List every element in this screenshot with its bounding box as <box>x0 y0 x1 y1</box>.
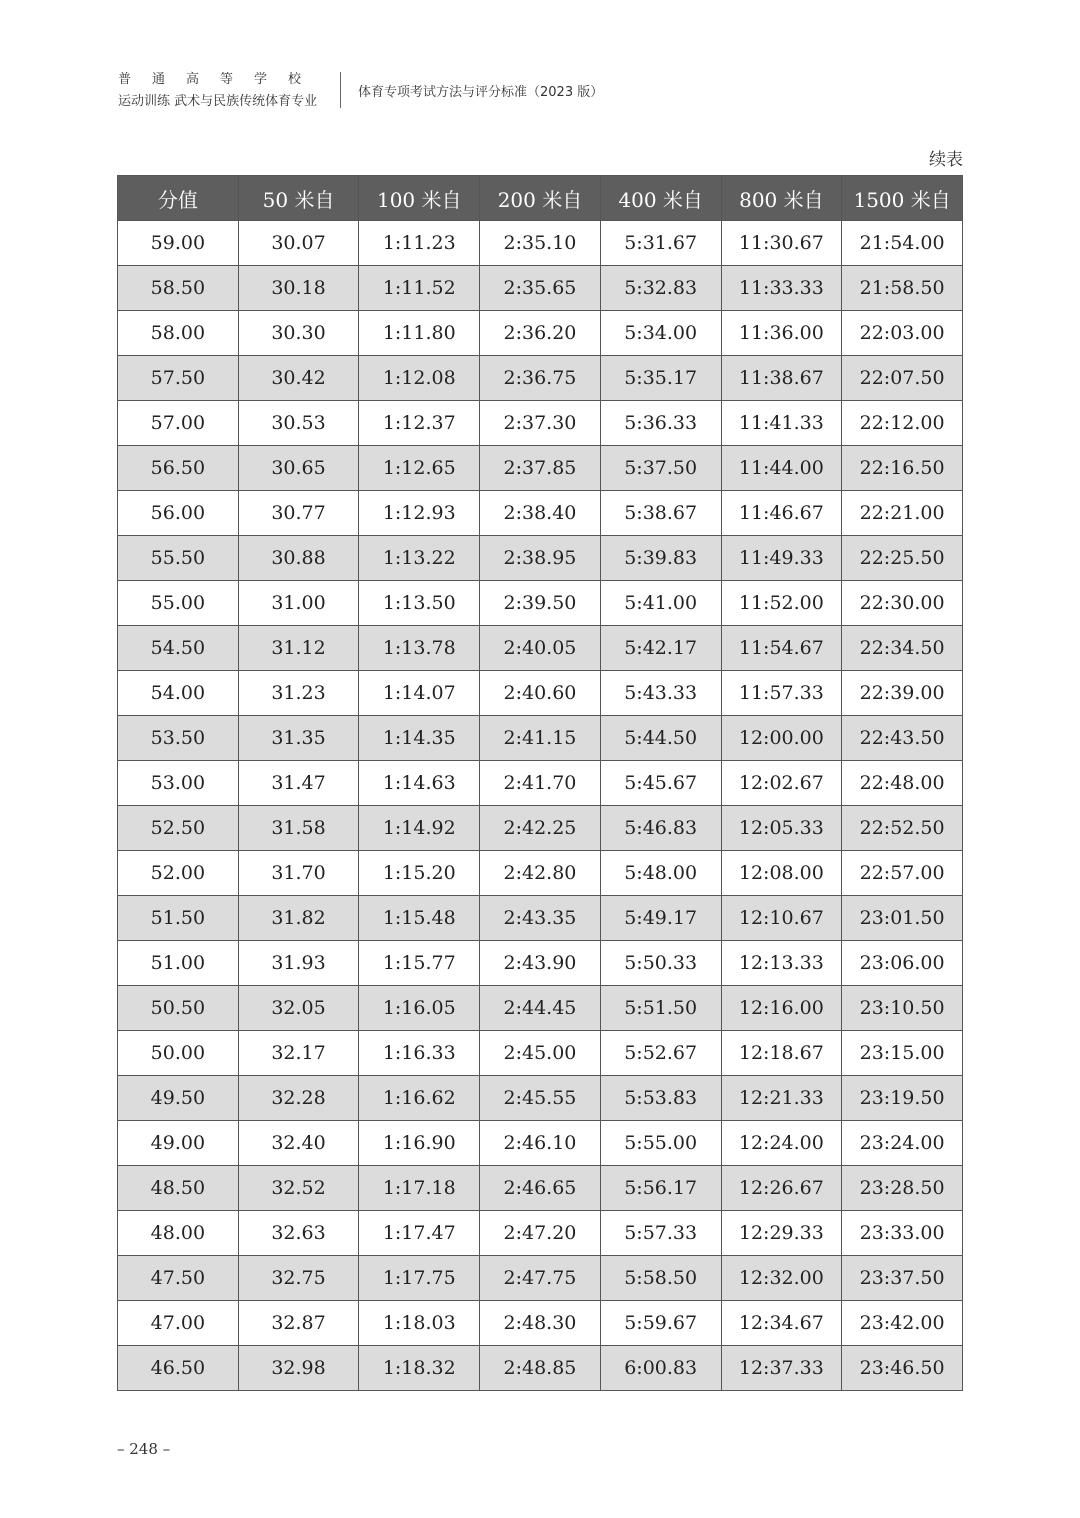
time-cell: 1:12.93 <box>359 491 480 536</box>
time-cell: 11:41.33 <box>721 401 842 446</box>
score-cell: 50.50 <box>118 986 239 1031</box>
time-cell: 22:07.50 <box>842 356 963 401</box>
time-cell: 5:52.67 <box>600 1031 721 1076</box>
time-cell: 2:38.40 <box>480 491 601 536</box>
time-cell: 11:49.33 <box>721 536 842 581</box>
time-cell: 1:18.32 <box>359 1346 480 1391</box>
time-cell: 5:53.83 <box>600 1076 721 1121</box>
score-cell: 51.00 <box>118 941 239 986</box>
time-cell: 2:45.00 <box>480 1031 601 1076</box>
table-row <box>118 1076 963 1121</box>
time-cell: 32.75 <box>238 1256 359 1301</box>
time-cell: 22:12.00 <box>842 401 963 446</box>
time-cell: 2:43.90 <box>480 941 601 986</box>
time-cell: 5:37.50 <box>600 446 721 491</box>
time-cell: 32.87 <box>238 1301 359 1346</box>
time-cell: 5:51.50 <box>600 986 721 1031</box>
score-cell: 58.00 <box>118 311 239 356</box>
time-cell: 32.40 <box>238 1121 359 1166</box>
table-header-row <box>118 176 963 221</box>
time-cell: 32.28 <box>238 1076 359 1121</box>
score-cell: 46.50 <box>118 1346 239 1391</box>
score-cell: 47.50 <box>118 1256 239 1301</box>
table-row <box>118 401 963 446</box>
time-cell: 2:45.55 <box>480 1076 601 1121</box>
time-cell: 22:52.50 <box>842 806 963 851</box>
time-cell: 2:35.10 <box>480 221 601 266</box>
table-row <box>118 626 963 671</box>
time-cell: 32.17 <box>238 1031 359 1076</box>
score-cell: 56.00 <box>118 491 239 536</box>
time-cell: 5:44.50 <box>600 716 721 761</box>
time-cell: 5:31.67 <box>600 221 721 266</box>
table-row <box>118 716 963 761</box>
score-cell: 54.50 <box>118 626 239 671</box>
table-row <box>118 581 963 626</box>
time-cell: 5:39.83 <box>600 536 721 581</box>
time-cell: 30.18 <box>238 266 359 311</box>
table-row <box>118 851 963 896</box>
time-cell: 32.52 <box>238 1166 359 1211</box>
continued-label: 续表 <box>929 150 963 170</box>
time-cell: 12:00.00 <box>721 716 842 761</box>
time-cell: 2:37.85 <box>480 446 601 491</box>
time-cell: 23:33.00 <box>842 1211 963 1256</box>
time-cell: 12:24.00 <box>721 1121 842 1166</box>
time-cell: 2:47.75 <box>480 1256 601 1301</box>
time-cell: 31.12 <box>238 626 359 671</box>
time-cell: 5:50.33 <box>600 941 721 986</box>
time-cell: 1:18.03 <box>359 1301 480 1346</box>
time-cell: 1:17.47 <box>359 1211 480 1256</box>
time-cell: 31.47 <box>238 761 359 806</box>
time-cell: 2:35.65 <box>480 266 601 311</box>
time-cell: 32.05 <box>238 986 359 1031</box>
table-row <box>118 986 963 1031</box>
time-cell: 5:49.17 <box>600 896 721 941</box>
score-cell: 56.50 <box>118 446 239 491</box>
table-row <box>118 1031 963 1076</box>
time-cell: 1:16.62 <box>359 1076 480 1121</box>
table-body <box>118 221 963 1391</box>
column-header: 200 米自 <box>480 176 601 221</box>
score-cell: 55.50 <box>118 536 239 581</box>
time-cell: 1:14.07 <box>359 671 480 716</box>
header-book-title <box>118 70 328 112</box>
time-cell: 23:06.00 <box>842 941 963 986</box>
score-cell: 57.50 <box>118 356 239 401</box>
score-cell: 58.50 <box>118 266 239 311</box>
time-cell: 2:44.45 <box>480 986 601 1031</box>
column-header: 1500 米自 <box>842 176 963 221</box>
time-cell: 31.70 <box>238 851 359 896</box>
table-row <box>118 446 963 491</box>
time-cell: 1:14.35 <box>359 716 480 761</box>
score-cell: 49.00 <box>118 1121 239 1166</box>
time-cell: 30.07 <box>238 221 359 266</box>
time-cell: 30.77 <box>238 491 359 536</box>
time-cell: 12:18.67 <box>721 1031 842 1076</box>
time-cell: 12:34.67 <box>721 1301 842 1346</box>
time-cell: 2:40.60 <box>480 671 601 716</box>
time-cell: 5:48.00 <box>600 851 721 896</box>
time-cell: 12:13.33 <box>721 941 842 986</box>
score-cell: 54.00 <box>118 671 239 716</box>
time-cell: 1:15.48 <box>359 896 480 941</box>
time-cell: 22:21.00 <box>842 491 963 536</box>
time-cell: 1:12.65 <box>359 446 480 491</box>
table-row <box>118 671 963 716</box>
time-cell: 5:45.67 <box>600 761 721 806</box>
time-cell: 1:13.50 <box>359 581 480 626</box>
header-divider <box>340 72 341 108</box>
time-cell: 1:13.22 <box>359 536 480 581</box>
table-row <box>118 1256 963 1301</box>
time-cell: 11:52.00 <box>721 581 842 626</box>
time-cell: 12:29.33 <box>721 1211 842 1256</box>
score-cell: 57.00 <box>118 401 239 446</box>
time-cell: 5:42.17 <box>600 626 721 671</box>
time-cell: 12:10.67 <box>721 896 842 941</box>
time-cell: 2:39.50 <box>480 581 601 626</box>
time-cell: 1:17.75 <box>359 1256 480 1301</box>
time-cell: 22:25.50 <box>842 536 963 581</box>
time-cell: 11:33.33 <box>721 266 842 311</box>
time-cell: 1:17.18 <box>359 1166 480 1211</box>
header-section-title: 体育专项考试方法与评分标准（2023 版） <box>358 85 604 100</box>
score-cell: 49.50 <box>118 1076 239 1121</box>
time-cell: 2:48.30 <box>480 1301 601 1346</box>
time-cell: 22:16.50 <box>842 446 963 491</box>
time-cell: 2:46.10 <box>480 1121 601 1166</box>
time-cell: 12:26.67 <box>721 1166 842 1211</box>
time-cell: 11:57.33 <box>721 671 842 716</box>
time-cell: 22:43.50 <box>842 716 963 761</box>
time-cell: 11:46.67 <box>721 491 842 536</box>
time-cell: 23:37.50 <box>842 1256 963 1301</box>
header-title-line2: 运动训练 武术与民族传统体育专业 <box>118 94 318 109</box>
time-cell: 11:44.00 <box>721 446 842 491</box>
column-header: 分值 <box>118 176 239 221</box>
time-cell: 2:37.30 <box>480 401 601 446</box>
time-cell: 31.35 <box>238 716 359 761</box>
column-header: 800 米自 <box>721 176 842 221</box>
time-cell: 5:35.17 <box>600 356 721 401</box>
time-cell: 2:48.85 <box>480 1346 601 1391</box>
time-cell: 1:12.37 <box>359 401 480 446</box>
time-cell: 2:36.20 <box>480 311 601 356</box>
time-cell: 2:42.25 <box>480 806 601 851</box>
time-cell: 1:16.33 <box>359 1031 480 1076</box>
time-cell: 2:38.95 <box>480 536 601 581</box>
table-row <box>118 221 963 266</box>
time-cell: 31.23 <box>238 671 359 716</box>
time-cell: 2:42.80 <box>480 851 601 896</box>
time-cell: 30.65 <box>238 446 359 491</box>
time-cell: 22:39.00 <box>842 671 963 716</box>
table-row <box>118 491 963 536</box>
table-row <box>118 266 963 311</box>
time-cell: 22:30.00 <box>842 581 963 626</box>
time-cell: 12:32.00 <box>721 1256 842 1301</box>
time-cell: 30.88 <box>238 536 359 581</box>
table-row <box>118 1301 963 1346</box>
time-cell: 12:21.33 <box>721 1076 842 1121</box>
time-cell: 5:38.67 <box>600 491 721 536</box>
table-row <box>118 896 963 941</box>
table-row <box>118 1346 963 1391</box>
time-cell: 2:43.35 <box>480 896 601 941</box>
score-cell: 50.00 <box>118 1031 239 1076</box>
time-cell: 2:41.70 <box>480 761 601 806</box>
table-row <box>118 1211 963 1256</box>
time-cell: 11:30.67 <box>721 221 842 266</box>
table-row <box>118 1121 963 1166</box>
time-cell: 11:54.67 <box>721 626 842 671</box>
header-title-line1: 普通高等学校 <box>118 72 323 87</box>
time-cell: 22:48.00 <box>842 761 963 806</box>
time-cell: 5:56.17 <box>600 1166 721 1211</box>
table-row <box>118 941 963 986</box>
time-cell: 2:40.05 <box>480 626 601 671</box>
time-cell: 30.30 <box>238 311 359 356</box>
column-header: 400 米自 <box>600 176 721 221</box>
time-cell: 1:12.08 <box>359 356 480 401</box>
time-cell: 31.93 <box>238 941 359 986</box>
time-cell: 31.00 <box>238 581 359 626</box>
time-cell: 23:28.50 <box>842 1166 963 1211</box>
time-cell: 22:34.50 <box>842 626 963 671</box>
time-cell: 21:58.50 <box>842 266 963 311</box>
time-cell: 23:15.00 <box>842 1031 963 1076</box>
time-cell: 12:16.00 <box>721 986 842 1031</box>
time-cell: 5:58.50 <box>600 1256 721 1301</box>
time-cell: 23:10.50 <box>842 986 963 1031</box>
time-cell: 22:57.00 <box>842 851 963 896</box>
time-cell: 1:16.05 <box>359 986 480 1031</box>
column-header: 50 米自 <box>238 176 359 221</box>
score-cell: 52.00 <box>118 851 239 896</box>
time-cell: 1:13.78 <box>359 626 480 671</box>
table-row <box>118 761 963 806</box>
score-cell: 53.00 <box>118 761 239 806</box>
time-cell: 1:14.92 <box>359 806 480 851</box>
score-cell: 53.50 <box>118 716 239 761</box>
time-cell: 5:34.00 <box>600 311 721 356</box>
time-cell: 32.63 <box>238 1211 359 1256</box>
time-cell: 5:43.33 <box>600 671 721 716</box>
time-cell: 23:01.50 <box>842 896 963 941</box>
time-cell: 1:15.20 <box>359 851 480 896</box>
time-cell: 1:11.52 <box>359 266 480 311</box>
table-row <box>118 806 963 851</box>
time-cell: 6:00.83 <box>600 1346 721 1391</box>
time-cell: 5:41.00 <box>600 581 721 626</box>
time-cell: 1:11.23 <box>359 221 480 266</box>
time-cell: 5:32.83 <box>600 266 721 311</box>
score-table <box>117 175 963 1391</box>
time-cell: 5:59.67 <box>600 1301 721 1346</box>
time-cell: 2:47.20 <box>480 1211 601 1256</box>
table-row <box>118 1166 963 1211</box>
time-cell: 2:41.15 <box>480 716 601 761</box>
time-cell: 12:02.67 <box>721 761 842 806</box>
time-cell: 30.53 <box>238 401 359 446</box>
time-cell: 5:57.33 <box>600 1211 721 1256</box>
time-cell: 11:38.67 <box>721 356 842 401</box>
score-cell: 55.00 <box>118 581 239 626</box>
time-cell: 12:08.00 <box>721 851 842 896</box>
score-cell: 47.00 <box>118 1301 239 1346</box>
score-cell: 48.50 <box>118 1166 239 1211</box>
time-cell: 12:05.33 <box>721 806 842 851</box>
time-cell: 5:55.00 <box>600 1121 721 1166</box>
time-cell: 2:36.75 <box>480 356 601 401</box>
time-cell: 31.58 <box>238 806 359 851</box>
time-cell: 31.82 <box>238 896 359 941</box>
time-cell: 11:36.00 <box>721 311 842 356</box>
time-cell: 23:24.00 <box>842 1121 963 1166</box>
time-cell: 1:15.77 <box>359 941 480 986</box>
score-cell: 51.50 <box>118 896 239 941</box>
time-cell: 23:19.50 <box>842 1076 963 1121</box>
score-cell: 59.00 <box>118 221 239 266</box>
time-cell: 5:36.33 <box>600 401 721 446</box>
table-row <box>118 356 963 401</box>
time-cell: 1:14.63 <box>359 761 480 806</box>
time-cell: 30.42 <box>238 356 359 401</box>
time-cell: 23:42.00 <box>842 1301 963 1346</box>
time-cell: 12:37.33 <box>721 1346 842 1391</box>
table-row <box>118 536 963 581</box>
time-cell: 23:46.50 <box>842 1346 963 1391</box>
time-cell: 21:54.00 <box>842 221 963 266</box>
time-cell: 22:03.00 <box>842 311 963 356</box>
time-cell: 32.98 <box>238 1346 359 1391</box>
table-row <box>118 311 963 356</box>
score-cell: 48.00 <box>118 1211 239 1256</box>
column-header: 100 米自 <box>359 176 480 221</box>
time-cell: 5:46.83 <box>600 806 721 851</box>
time-cell: 1:16.90 <box>359 1121 480 1166</box>
score-cell: 52.50 <box>118 806 239 851</box>
time-cell: 1:11.80 <box>359 311 480 356</box>
time-cell: 2:46.65 <box>480 1166 601 1211</box>
page-number: – 248 – <box>117 1440 171 1458</box>
